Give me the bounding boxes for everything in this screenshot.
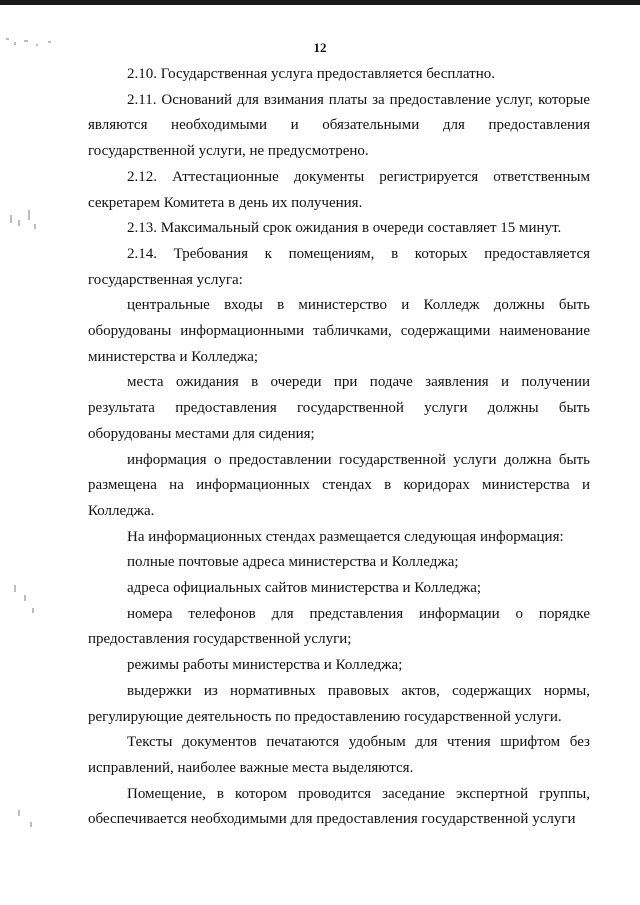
page-top-border [0, 0, 640, 5]
page-number: 12 [313, 40, 327, 55]
paragraph-phone-numbers: номера телефонов для представления информации о порядке предоставления государственной услуги; [88, 605, 590, 648]
paragraph-website-addresses: адреса официальных сайтов министерства и Колледжа; [127, 580, 482, 597]
paragraph-waiting-areas: места ожидания в очереди при подаче заявления и получении результата предоставления государственной услуги должны быть оборудованы местами для сидения; [88, 374, 590, 442]
paragraph-working-hours: режимы работы министерства и Колледжа; [127, 657, 403, 674]
document-body [88, 62, 590, 833]
paragraph-legal-excerpts: выдержки из нормативных правовых актов, содержащих нормы, регулирующие деятельность по предоставлению государственной услуги. [88, 682, 590, 725]
paragraph-2-10: 2.10. Государственная услуга предоставляется бесплатно. [127, 66, 495, 82]
paragraph-2-12: 2.12. Аттестационные документы регистрируется ответственным секретарем Комитета в день их получения. [88, 168, 590, 211]
paragraph-stand-contents: На информационных стендах размещается следующая информация: [127, 528, 564, 545]
paragraph-document-texts: Тексты документов печатаются удобным для чтения шрифтом без исправлений, наиболее важные места выделяются. [88, 734, 590, 776]
paragraph-entrances: центральные входы в министерство и Колледж должны быть оборудованы информационными табличками, содержащими наименование министерства и Колледжа; [88, 297, 590, 365]
paragraph-info-stands: информация о предоставлении государственной услуги должна быть размещена на информационных стендах в коридорах министерства и Колледжа. [88, 451, 590, 519]
paragraph-2-14: 2.14. Требования к помещениям, в которых предоставляется государственная услуга: [88, 245, 590, 288]
paragraph-expert-room: Помещение, в котором проводится заседание экспертной группы, обеспечивается необходимыми для предоставления государственной услуги [88, 785, 590, 828]
scan-margin-artifacts [0, 10, 70, 900]
paragraph-postal-addresses: полные почтовые адреса министерства и Колледжа; [127, 554, 459, 571]
paragraph-2-11: 2.11. Оснований для взимания платы за предоставление услуг, которые являются необходимыми и обязательными для предоставления государственной услуги, не предусмотрено. [88, 91, 590, 160]
paragraph-2-13: 2.13. Максимальный срок ожидания в очереди составляет 15 минут. [127, 220, 562, 237]
